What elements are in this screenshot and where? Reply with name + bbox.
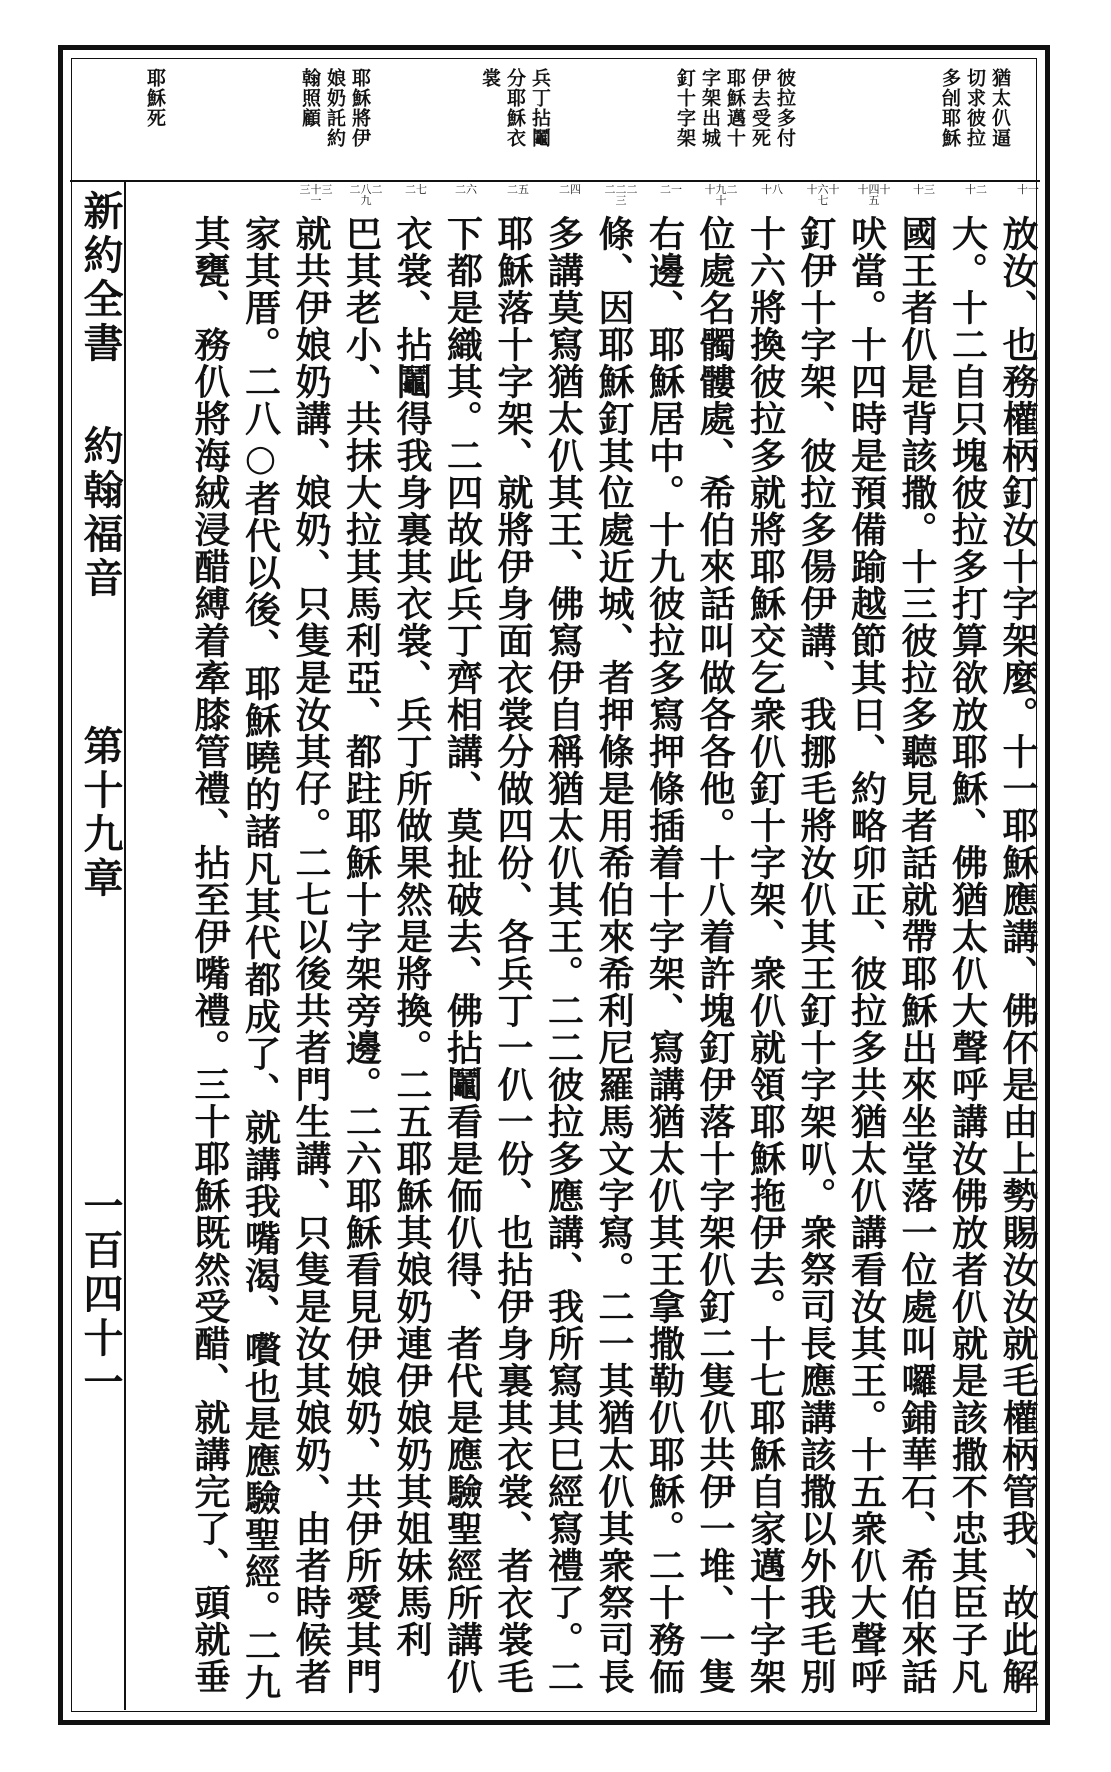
heading-group-5	[144, 68, 166, 128]
text-column: 家其厝。二八○者代以後、耶穌曉的諸凡其代都成了、就講我嘴渴、嚽也是應驗聖經。二九	[239, 215, 282, 1701]
heading-group-2	[674, 68, 796, 148]
heading-line: 多刣耶穌	[939, 68, 961, 148]
heading-line: 兵丁拈鬮	[529, 68, 551, 148]
heading-line: 娘奶託約	[324, 68, 346, 148]
verse-number: 二七	[405, 183, 427, 196]
text-column: 吠當。十四時是預備踰越節其日、約略卯正、彼拉多共猶太仈講看汝其王。十五衆仈大聲呼	[845, 215, 888, 1695]
text-column: 右邊、耶穌居中。十九彼拉多寫押條插着十字架、寫講猶太仈其王拿撒勒仈耶穌。二十務侕	[643, 215, 686, 1695]
verse-number: 十四十五	[857, 183, 891, 207]
verse-number: 二二二三	[604, 183, 638, 207]
text-column: 其甕、務仈將海絨浸醋縛着牽膝管禮、拈至伊嘴禮。三十耶穌既然受醋、就講完了、頭就垂	[189, 215, 231, 1695]
text-column: 國王者仈是背該撒。十三彼拉多聽見者話就帶耶穌出來坐堂落一位處叫囉鋪華石、希伯來話	[896, 215, 938, 1695]
text-column: 耶穌落十字架、就將伊身面衣裳分做四份、各兵丁一仈一份、也拈伊身裏其衣裳、者衣裳毛	[492, 215, 534, 1695]
heading-line: 耶穌邁十	[724, 68, 746, 148]
book-title: 新約全書	[77, 190, 124, 366]
text-column: 巴其老小、共抹大拉其馬利亞、都跓耶穌十字架旁邊。二六耶穌看見伊娘奶、共伊所愛其門	[340, 215, 383, 1695]
verse-number-row	[140, 184, 1045, 214]
heading-line: 裳	[479, 68, 501, 88]
heading-group-1	[939, 68, 1011, 148]
page-number: 一百四十一	[77, 1185, 124, 1405]
text-column: 十六將換彼拉多就將耶穌交乞衆仈釘十字架、衆仈就領耶穌拖伊去。十七耶穌自家邁十字架	[744, 215, 787, 1695]
text-column: 下都是織其。二四故此兵丁齊相講、莫扯破去、佛拈鬮看是侕仈得、者代是應驗聖經所講仈	[441, 215, 484, 1695]
heading-group-4	[299, 68, 371, 148]
verse-number: 二六	[455, 183, 477, 196]
heading-line: 切求彼拉	[964, 68, 986, 148]
verse-number: 二八二九	[349, 183, 383, 207]
heading-line: 字架出城	[699, 68, 721, 148]
text-column: 多講莫寫猶太仈其王、佛寫伊自稱猶太仈其王。二二彼拉多應講、我所寫其巳經寫禮了。二	[542, 215, 585, 1695]
heading-line: 彼拉多付	[774, 68, 796, 148]
chapter-label: 第十九章	[77, 725, 124, 901]
verse-number: 二五	[507, 183, 529, 196]
verse-number: 十六十七	[806, 183, 840, 207]
verse-number: 十二	[965, 183, 987, 196]
heading-line: 伊去受死	[749, 68, 771, 148]
verse-number: 二四	[559, 183, 581, 196]
heading-line: 分耶穌衣	[504, 68, 526, 148]
verse-number: 十一	[1017, 183, 1039, 196]
heading-line: 耶穌將伊	[349, 68, 371, 148]
heading-line: 釘十字架	[674, 68, 696, 148]
verse-number: 十八	[761, 183, 783, 196]
text-column: 衣裳、拈鬮得我身裏其衣裳、兵丁所做果然是將換。二五耶穌其娘奶連伊娘奶其姐妹馬利	[391, 215, 433, 1658]
verse-number: 二一	[660, 183, 682, 196]
text-column: 釘伊十字架、彼拉多偒伊講、我挪毛將汝仈其王釘十字架叭。衆祭司長應講該撒以外我毛別	[795, 215, 837, 1695]
verse-number: 十九二十	[704, 183, 738, 207]
text-column: 放汝、也務權柄釘汝十字架麼。十一耶穌應講、佛伓是由上勢賜汝汝就毛權柄管我、故此解	[997, 215, 1039, 1695]
gospel-name: 約翰福音	[77, 425, 124, 601]
text-column: 位處名髑髏處、希伯來話叫做各各他。十八着許塊釘伊落十字架仈釘二隻仈共伊一堆、一隻	[694, 215, 736, 1695]
text-column: 就共伊娘奶講、娘奶、只隻是汝其仔。二七以後共者門生講、只隻是汝其娘奶、由者時候者	[290, 215, 332, 1695]
verse-number: 三十三一	[299, 183, 333, 207]
heading-line: 翰照顧	[299, 68, 321, 128]
section-headings-band	[70, 60, 1040, 182]
scripture-text-area	[140, 215, 1040, 1715]
verse-number: 十三	[913, 183, 935, 196]
heading-line: 猶太仈逼	[989, 68, 1011, 148]
text-column: 條、因耶穌釘其位處近城、者押條是用希伯來希利尼羅馬文字寫。二一其猶太仈其衆祭司長	[593, 215, 635, 1695]
text-column: 大。十二自只塊彼拉多打算欲放耶穌、佛猶太仈大聲呼講汝佛放者仈就是該撒不忠其臣子凡	[946, 215, 989, 1695]
heading-line: 耶穌死	[144, 68, 166, 128]
heading-group-3	[479, 68, 551, 148]
margin-title-strip	[62, 180, 126, 1710]
